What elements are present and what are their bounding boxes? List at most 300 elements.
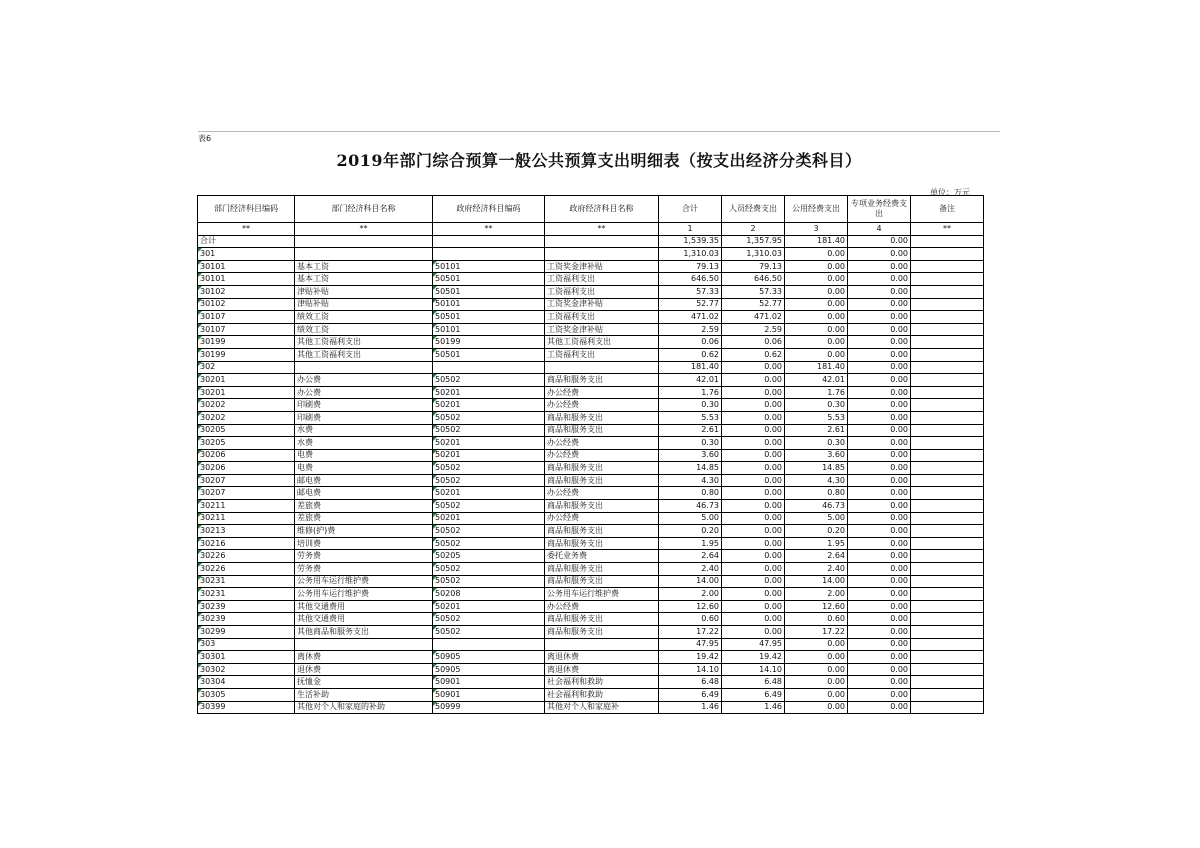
cell-personnel: 0.00 (722, 462, 785, 475)
col-header: 政府经济科目编码 (433, 196, 545, 223)
cell-personnel: 0.00 (722, 361, 785, 374)
cell-special: 0.00 (848, 411, 911, 424)
cell-total: 0.30 (659, 437, 722, 450)
cell-gov-code: 50502 (433, 474, 545, 487)
cell-public: 2.61 (785, 424, 848, 437)
cell-gov-name: 办公经费 (545, 512, 659, 525)
cell-econ-code: 30205 (198, 424, 295, 437)
cell-personnel: 0.00 (722, 626, 785, 639)
cell-econ-code: 30213 (198, 525, 295, 538)
table-row (198, 550, 984, 563)
cell-note (911, 235, 984, 248)
cell-special: 0.00 (848, 323, 911, 336)
table-row (198, 437, 984, 450)
table-row (198, 600, 984, 613)
cell-total: 3.60 (659, 449, 722, 462)
cell-gov-code: 50502 (433, 613, 545, 626)
table-row (198, 260, 984, 273)
cell-public: 2.00 (785, 588, 848, 601)
table-row (198, 449, 984, 462)
cell-public: 0.60 (785, 613, 848, 626)
cell-gov-code: 50502 (433, 525, 545, 538)
cell-econ-name: 差旅费 (295, 512, 433, 525)
cell-special: 0.00 (848, 449, 911, 462)
cell-personnel: 1.46 (722, 701, 785, 714)
cell-total: 0.30 (659, 399, 722, 412)
cell-econ-name (295, 235, 433, 248)
cell-special: 0.00 (848, 563, 911, 576)
cell-gov-name: 社会福利和救助 (545, 688, 659, 701)
cell-gov-code: 50502 (433, 575, 545, 588)
cell-personnel: 0.00 (722, 588, 785, 601)
cell-econ-name: 劳务费 (295, 550, 433, 563)
cell-gov-name: 工资奖金津补贴 (545, 323, 659, 336)
cell-econ-code: 30305 (198, 688, 295, 701)
cell-note (911, 512, 984, 525)
cell-econ-name: 其他交通费用 (295, 600, 433, 613)
cell-total: 181.40 (659, 361, 722, 374)
cell-gov-name: 委托业务费 (545, 550, 659, 563)
cell-note (911, 575, 984, 588)
table-row (198, 336, 984, 349)
cell-gov-code: 50502 (433, 563, 545, 576)
cell-public: 12.60 (785, 600, 848, 613)
table-row (198, 537, 984, 550)
cell-total: 52.77 (659, 298, 722, 311)
cell-gov-code: 50201 (433, 600, 545, 613)
cell-gov-name: 商品和服务支出 (545, 424, 659, 437)
cell-econ-code: 303 (198, 638, 295, 651)
col-subheader: 1 (659, 223, 722, 236)
col-header: 人员经费支出 (722, 196, 785, 223)
cell-gov-name: 商品和服务支出 (545, 563, 659, 576)
cell-total: 19.42 (659, 651, 722, 664)
cell-public: 0.00 (785, 701, 848, 714)
cell-econ-name: 水费 (295, 437, 433, 450)
cell-gov-code: 50901 (433, 688, 545, 701)
cell-public: 1.95 (785, 537, 848, 550)
cell-note (911, 386, 984, 399)
cell-econ-name: 培训费 (295, 537, 433, 550)
cell-special: 0.00 (848, 651, 911, 664)
table-row (198, 487, 984, 500)
cell-special: 0.00 (848, 588, 911, 601)
cell-personnel: 52.77 (722, 298, 785, 311)
cell-public: 0.00 (785, 676, 848, 689)
cell-gov-code: 50201 (433, 437, 545, 450)
cell-note (911, 688, 984, 701)
cell-special: 0.00 (848, 235, 911, 248)
cell-public: 0.00 (785, 285, 848, 298)
cell-total: 14.10 (659, 663, 722, 676)
table-row (198, 386, 984, 399)
cell-total: 6.49 (659, 688, 722, 701)
table-row (198, 638, 984, 651)
cell-econ-name: 邮电费 (295, 474, 433, 487)
cell-econ-code: 30201 (198, 386, 295, 399)
cell-personnel: 0.00 (722, 424, 785, 437)
cell-personnel: 19.42 (722, 651, 785, 664)
cell-public: 4.30 (785, 474, 848, 487)
cell-personnel: 6.49 (722, 688, 785, 701)
table-row (198, 462, 984, 475)
cell-gov-code: 50101 (433, 260, 545, 273)
cell-econ-name: 维修(护)费 (295, 525, 433, 538)
cell-public: 2.40 (785, 563, 848, 576)
cell-personnel: 0.00 (722, 374, 785, 387)
cell-note (911, 411, 984, 424)
cell-gov-name: 办公经费 (545, 437, 659, 450)
table-row (198, 248, 984, 261)
cell-personnel: 0.00 (722, 613, 785, 626)
cell-gov-name: 办公经费 (545, 487, 659, 500)
cell-public: 0.00 (785, 273, 848, 286)
cell-econ-code: 30201 (198, 374, 295, 387)
cell-personnel: 0.00 (722, 525, 785, 538)
cell-total: 0.62 (659, 348, 722, 361)
cell-gov-code: 50905 (433, 663, 545, 676)
cell-gov-name: 商品和服务支出 (545, 537, 659, 550)
cell-gov-name: 离退休费 (545, 663, 659, 676)
cell-gov-code: 50501 (433, 311, 545, 324)
cell-total: 0.20 (659, 525, 722, 538)
cell-gov-name: 工资福利支出 (545, 348, 659, 361)
cell-public: 0.80 (785, 487, 848, 500)
top-rule (198, 131, 1000, 132)
col-subheader: 4 (848, 223, 911, 236)
cell-note (911, 474, 984, 487)
cell-econ-name: 津贴补贴 (295, 298, 433, 311)
cell-gov-code: 50502 (433, 374, 545, 387)
cell-econ-name: 绩效工资 (295, 311, 433, 324)
cell-econ-code: 30202 (198, 411, 295, 424)
table-row (198, 311, 984, 324)
cell-public: 5.00 (785, 512, 848, 525)
cell-public: 0.00 (785, 663, 848, 676)
cell-econ-code: 30101 (198, 273, 295, 286)
cell-econ-name: 办公费 (295, 386, 433, 399)
cell-personnel: 14.10 (722, 663, 785, 676)
col-header: 政府经济科目名称 (545, 196, 659, 223)
table-row (198, 298, 984, 311)
cell-special: 0.00 (848, 437, 911, 450)
cell-total: 1.76 (659, 386, 722, 399)
cell-gov-name: 社会福利和救助 (545, 676, 659, 689)
table-row (198, 273, 984, 286)
cell-note (911, 285, 984, 298)
cell-gov-name: 工资奖金津补贴 (545, 260, 659, 273)
cell-personnel: 1,357.95 (722, 235, 785, 248)
cell-gov-code: 50999 (433, 701, 545, 714)
cell-gov-code: 50901 (433, 676, 545, 689)
cell-econ-name: 公务用车运行维护费 (295, 588, 433, 601)
cell-gov-name: 商品和服务支出 (545, 575, 659, 588)
cell-public: 0.20 (785, 525, 848, 538)
unit-label: 单位：万元 (930, 188, 970, 197)
cell-gov-code (433, 248, 545, 261)
cell-econ-code: 30101 (198, 260, 295, 273)
cell-econ-name (295, 248, 433, 261)
cell-gov-code: 50101 (433, 298, 545, 311)
cell-econ-name: 其他工资福利支出 (295, 336, 433, 349)
cell-special: 0.00 (848, 537, 911, 550)
cell-note (911, 298, 984, 311)
cell-econ-name: 公务用车运行维护费 (295, 575, 433, 588)
cell-personnel: 1,310.03 (722, 248, 785, 261)
cell-special: 0.00 (848, 348, 911, 361)
cell-total: 5.00 (659, 512, 722, 525)
cell-econ-code: 30399 (198, 701, 295, 714)
cell-special: 0.00 (848, 575, 911, 588)
table-row (198, 701, 984, 714)
cell-gov-name: 工资福利支出 (545, 311, 659, 324)
cell-note (911, 537, 984, 550)
table-row (198, 348, 984, 361)
cell-econ-name: 退休费 (295, 663, 433, 676)
cell-special: 0.00 (848, 462, 911, 475)
cell-note (911, 273, 984, 286)
cell-special: 0.00 (848, 500, 911, 513)
cell-gov-name: 商品和服务支出 (545, 525, 659, 538)
table-row (198, 411, 984, 424)
cell-econ-code: 30199 (198, 348, 295, 361)
cell-total: 1,539.35 (659, 235, 722, 248)
cell-personnel: 0.00 (722, 437, 785, 450)
cell-note (911, 588, 984, 601)
cell-gov-name: 商品和服务支出 (545, 374, 659, 387)
cell-public: 181.40 (785, 361, 848, 374)
cell-personnel: 0.00 (722, 386, 785, 399)
cell-personnel: 57.33 (722, 285, 785, 298)
cell-public: 17.22 (785, 626, 848, 639)
cell-personnel: 0.00 (722, 512, 785, 525)
table-row (198, 525, 984, 538)
cell-special: 0.00 (848, 273, 911, 286)
cell-note (911, 424, 984, 437)
cell-econ-name: 基本工资 (295, 273, 433, 286)
col-header: 公用经费支出 (785, 196, 848, 223)
cell-gov-name: 商品和服务支出 (545, 500, 659, 513)
cell-total: 6.48 (659, 676, 722, 689)
cell-gov-name: 商品和服务支出 (545, 462, 659, 475)
cell-special: 0.00 (848, 676, 911, 689)
cell-econ-code: 30206 (198, 449, 295, 462)
cell-econ-name: 差旅费 (295, 500, 433, 513)
cell-personnel: 0.00 (722, 575, 785, 588)
cell-total: 12.60 (659, 600, 722, 613)
cell-gov-code: 50501 (433, 348, 545, 361)
cell-econ-name: 津贴补贴 (295, 285, 433, 298)
cell-personnel: 0.00 (722, 600, 785, 613)
cell-econ-code: 合计 (198, 235, 295, 248)
cell-econ-code: 30206 (198, 462, 295, 475)
cell-total: 2.40 (659, 563, 722, 576)
cell-public: 0.00 (785, 248, 848, 261)
cell-personnel: 79.13 (722, 260, 785, 273)
cell-special: 0.00 (848, 260, 911, 273)
table-row (198, 563, 984, 576)
cell-special: 0.00 (848, 311, 911, 324)
cell-special: 0.00 (848, 285, 911, 298)
cell-special: 0.00 (848, 298, 911, 311)
table-row (198, 663, 984, 676)
cell-econ-code: 30102 (198, 298, 295, 311)
cell-gov-code: 50905 (433, 651, 545, 664)
cell-econ-name: 绩效工资 (295, 323, 433, 336)
cell-econ-name: 抚恤金 (295, 676, 433, 689)
cell-econ-code: 30207 (198, 487, 295, 500)
cell-special: 0.00 (848, 336, 911, 349)
page-title: 2019年部门综合预算一般公共预算支出明细表（按支出经济分类科目） (336, 151, 862, 170)
col-subheader: ** (295, 223, 433, 236)
cell-public: 1.76 (785, 386, 848, 399)
cell-econ-code: 30301 (198, 651, 295, 664)
cell-gov-name: 公务用车运行维护费 (545, 588, 659, 601)
cell-gov-code: 50201 (433, 449, 545, 462)
col-subheader: ** (545, 223, 659, 236)
cell-special: 0.00 (848, 399, 911, 412)
cell-public: 0.00 (785, 311, 848, 324)
table-row (198, 688, 984, 701)
cell-total: 47.95 (659, 638, 722, 651)
cell-total: 0.60 (659, 613, 722, 626)
cell-econ-name: 电费 (295, 462, 433, 475)
cell-econ-name: 印刷费 (295, 411, 433, 424)
cell-total: 14.85 (659, 462, 722, 475)
cell-gov-name: 办公经费 (545, 399, 659, 412)
cell-total: 57.33 (659, 285, 722, 298)
cell-public: 14.00 (785, 575, 848, 588)
cell-total: 42.01 (659, 374, 722, 387)
table-row (198, 588, 984, 601)
col-header: 备注 (911, 196, 984, 223)
cell-econ-code: 302 (198, 361, 295, 374)
cell-econ-code: 30239 (198, 613, 295, 626)
cell-public: 3.60 (785, 449, 848, 462)
cell-personnel: 0.00 (722, 537, 785, 550)
table-row (198, 361, 984, 374)
cell-public: 0.00 (785, 651, 848, 664)
cell-personnel: 6.48 (722, 676, 785, 689)
cell-public: 5.53 (785, 411, 848, 424)
table-row (198, 374, 984, 387)
cell-public: 0.00 (785, 688, 848, 701)
cell-econ-code: 30102 (198, 285, 295, 298)
cell-public: 46.73 (785, 500, 848, 513)
cell-gov-code: 50201 (433, 512, 545, 525)
cell-personnel: 0.00 (722, 399, 785, 412)
table-row (198, 575, 984, 588)
cell-public: 181.40 (785, 235, 848, 248)
cell-econ-code: 30107 (198, 323, 295, 336)
cell-econ-code: 30211 (198, 500, 295, 513)
cell-note (911, 563, 984, 576)
cell-note (911, 500, 984, 513)
cell-gov-code (433, 361, 545, 374)
cell-gov-code: 50501 (433, 273, 545, 286)
cell-note (911, 311, 984, 324)
cell-special: 0.00 (848, 525, 911, 538)
cell-personnel: 0.00 (722, 449, 785, 462)
subheader-row (198, 223, 984, 236)
cell-total: 1.95 (659, 537, 722, 550)
table-row (198, 512, 984, 525)
cell-note (911, 651, 984, 664)
cell-gov-name: 离退休费 (545, 651, 659, 664)
cell-public: 0.00 (785, 323, 848, 336)
cell-econ-name: 其他对个人和家庭的补助 (295, 701, 433, 714)
cell-gov-name: 其他工资福利支出 (545, 336, 659, 349)
cell-econ-name: 基本工资 (295, 260, 433, 273)
cell-special: 0.00 (848, 550, 911, 563)
cell-note (911, 361, 984, 374)
cell-gov-name: 商品和服务支出 (545, 613, 659, 626)
table-row (198, 323, 984, 336)
cell-special: 0.00 (848, 487, 911, 500)
cell-gov-code: 50501 (433, 285, 545, 298)
cell-personnel: 0.00 (722, 411, 785, 424)
cell-econ-code: 30226 (198, 563, 295, 576)
cell-econ-code: 30199 (198, 336, 295, 349)
cell-special: 0.00 (848, 374, 911, 387)
cell-gov-code (433, 235, 545, 248)
cell-econ-code: 30231 (198, 588, 295, 601)
cell-special: 0.00 (848, 638, 911, 651)
cell-note (911, 487, 984, 500)
cell-total: 17.22 (659, 626, 722, 639)
cell-econ-code: 301 (198, 248, 295, 261)
table-body (198, 235, 984, 714)
cell-personnel: 0.06 (722, 336, 785, 349)
col-subheader: 3 (785, 223, 848, 236)
cell-total: 646.50 (659, 273, 722, 286)
cell-econ-code: 30202 (198, 399, 295, 412)
cell-total: 14.00 (659, 575, 722, 588)
cell-gov-code: 50502 (433, 411, 545, 424)
cell-econ-name (295, 638, 433, 651)
table-row (198, 676, 984, 689)
cell-public: 0.30 (785, 437, 848, 450)
cell-total: 2.59 (659, 323, 722, 336)
cell-note (911, 550, 984, 563)
cell-econ-code: 30299 (198, 626, 295, 639)
cell-public: 0.00 (785, 336, 848, 349)
cell-special: 0.00 (848, 386, 911, 399)
col-subheader: ** (911, 223, 984, 236)
cell-gov-name: 办公经费 (545, 386, 659, 399)
cell-personnel: 471.02 (722, 311, 785, 324)
table-row (198, 651, 984, 664)
cell-public: 0.00 (785, 348, 848, 361)
cell-public: 0.00 (785, 260, 848, 273)
cell-gov-name (545, 638, 659, 651)
cell-gov-name: 工资奖金津补贴 (545, 298, 659, 311)
cell-note (911, 374, 984, 387)
cell-public: 0.30 (785, 399, 848, 412)
cell-gov-name: 工资福利支出 (545, 273, 659, 286)
cell-note (911, 348, 984, 361)
cell-special: 0.00 (848, 701, 911, 714)
cell-total: 1,310.03 (659, 248, 722, 261)
cell-special: 0.00 (848, 512, 911, 525)
cell-special: 0.00 (848, 688, 911, 701)
cell-econ-name: 印刷费 (295, 399, 433, 412)
cell-personnel: 0.00 (722, 487, 785, 500)
cell-econ-code: 30239 (198, 600, 295, 613)
table-row (198, 500, 984, 513)
cell-note (911, 437, 984, 450)
table-row (198, 424, 984, 437)
